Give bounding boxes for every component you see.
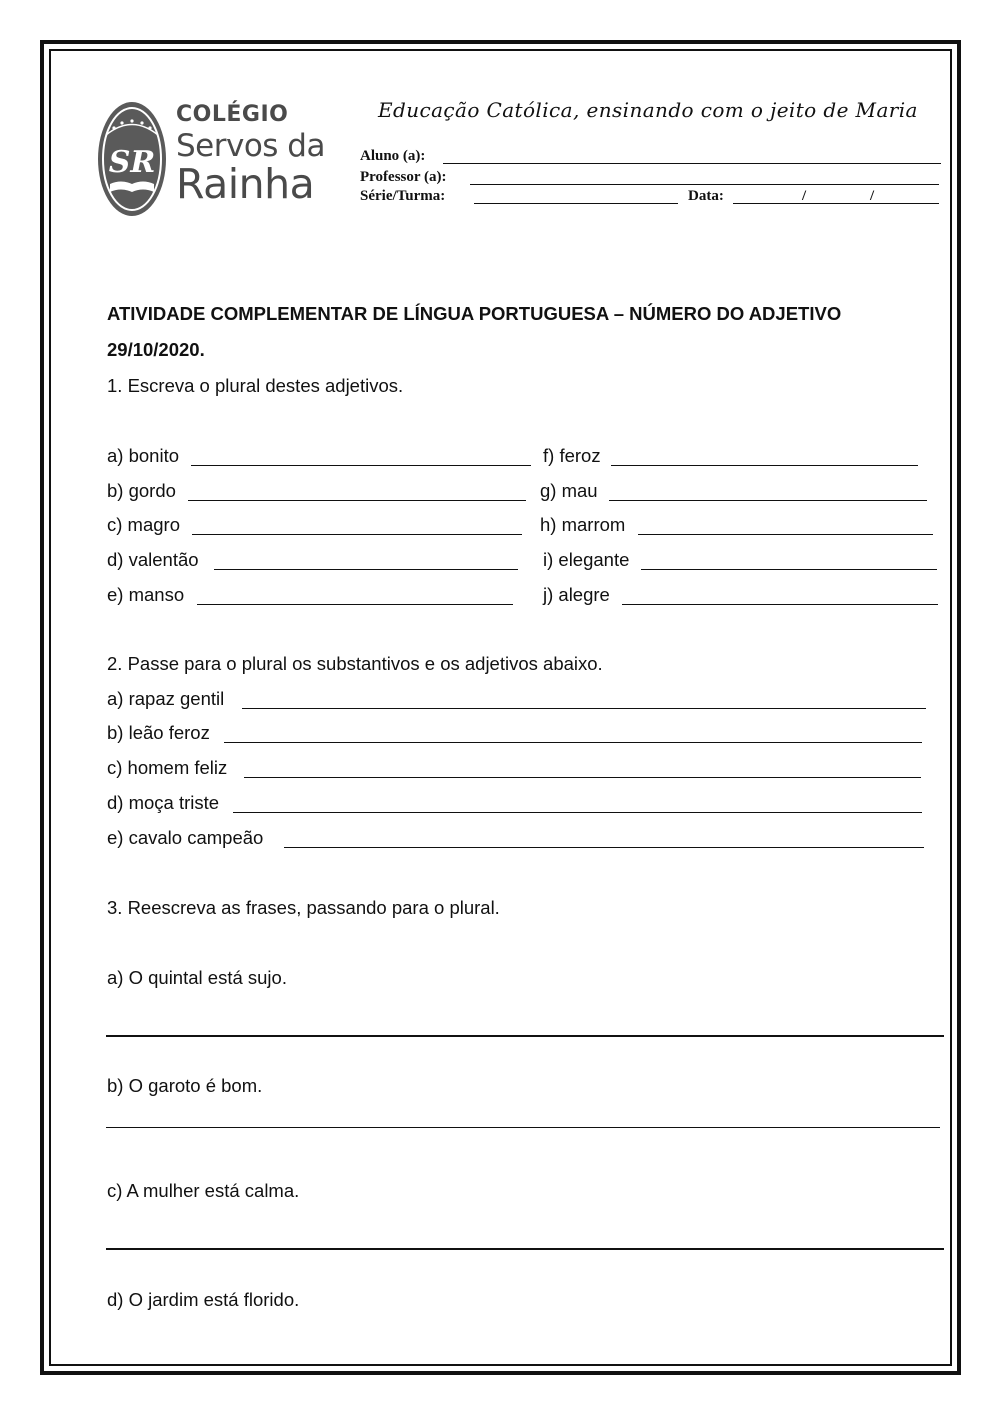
- q3-item-c: c) A mulher está calma.: [107, 1180, 300, 1201]
- q1-answer-f[interactable]: [611, 465, 918, 466]
- q1-item-g: g) mau: [540, 480, 598, 501]
- q1-answer-e[interactable]: [197, 604, 513, 605]
- q3-item-b: b) O garoto é bom.: [107, 1075, 263, 1096]
- date-line[interactable]: [733, 203, 939, 204]
- activity-title: ATIVIDADE COMPLEMENTAR DE LÍNGUA PORTUGUESA – NÚMERO DO ADJETIVO: [107, 303, 842, 324]
- aluno-label: Aluno (a):: [360, 148, 426, 164]
- q2-answer-d[interactable]: [233, 812, 922, 813]
- q3-answer-c[interactable]: [106, 1248, 944, 1250]
- q2-item-b: b) leão feroz: [107, 722, 210, 743]
- serie-label: Série/Turma:: [360, 188, 446, 204]
- q2-item-e: e) cavalo campeão: [107, 827, 264, 848]
- q3-answer-a[interactable]: [106, 1035, 944, 1037]
- q1-item-i: i) elegante: [543, 549, 630, 570]
- q1-item-a: a) bonito: [107, 445, 179, 466]
- q1-item-j: j) alegre: [543, 584, 610, 605]
- date-sep-1: /: [802, 188, 807, 204]
- q1-answer-b[interactable]: [188, 500, 526, 501]
- q2-answer-e[interactable]: [284, 847, 924, 848]
- q2-answer-b[interactable]: [224, 742, 922, 743]
- q1-answer-j[interactable]: [622, 604, 938, 605]
- q1-answer-h[interactable]: [638, 534, 933, 535]
- q1-item-c: c) magro: [107, 514, 180, 535]
- q1-prompt: 1. Escreva o plural destes adjetivos.: [107, 375, 404, 396]
- date-sep-2: /: [870, 188, 875, 204]
- q1-item-e: e) manso: [107, 584, 185, 605]
- q2-item-a: a) rapaz gentil: [107, 688, 225, 709]
- logo-monogram: SR: [108, 145, 156, 180]
- q1-answer-a[interactable]: [191, 465, 531, 466]
- q3-item-d: d) O jardim está florido.: [107, 1289, 300, 1310]
- q1-item-f: f) feroz: [543, 445, 601, 466]
- activity-date: 29/10/2020.: [107, 339, 205, 360]
- q1-item-b: b) gordo: [107, 480, 176, 501]
- q1-answer-g[interactable]: [609, 500, 927, 501]
- school-name-line1: COLÉGIO: [176, 102, 289, 127]
- q1-answer-i[interactable]: [641, 569, 937, 570]
- school-motto: Educação Católica, ensinando com o jeito de Maria: [378, 98, 918, 122]
- q3-answer-b[interactable]: [106, 1127, 940, 1128]
- q2-item-c: c) homem feliz: [107, 757, 228, 778]
- q3-item-a: a) O quintal está sujo.: [107, 967, 287, 988]
- q1-item-h: h) marrom: [540, 514, 626, 535]
- data-label: Data:: [688, 188, 724, 204]
- q1-answer-d[interactable]: [214, 569, 518, 570]
- q1-answer-c[interactable]: [192, 534, 522, 535]
- school-name: [176, 102, 325, 208]
- q3-prompt: 3. Reescreva as frases, passando para o plural.: [107, 897, 500, 918]
- q2-prompt: 2. Passe para o plural os substantivos e os adjetivos abaixo.: [107, 653, 603, 674]
- school-name-line2: Servos da: [176, 128, 325, 164]
- q1-item-d: d) valentão: [107, 549, 199, 570]
- q2-item-d: d) moça triste: [107, 792, 220, 813]
- professor-label: Professor (a):: [360, 169, 447, 185]
- professor-line[interactable]: [470, 184, 939, 185]
- school-name-line3: Rainha: [176, 160, 315, 208]
- serie-line[interactable]: [474, 203, 678, 204]
- q2-answer-a[interactable]: [242, 708, 926, 709]
- aluno-line[interactable]: [443, 163, 941, 164]
- q2-answer-c[interactable]: [244, 777, 921, 778]
